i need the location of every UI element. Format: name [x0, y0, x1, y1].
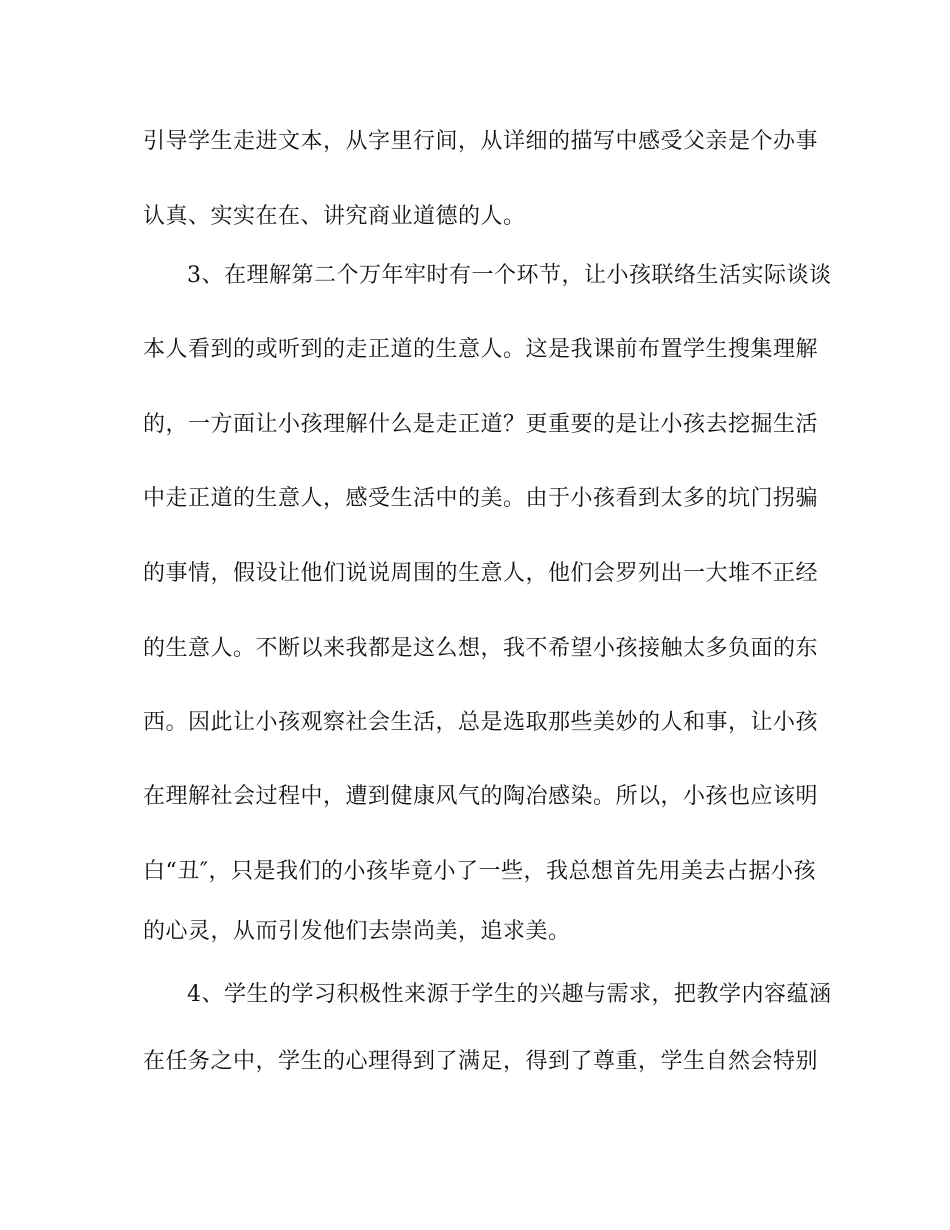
text-line: 本人看到的或听到的走正道的生意人。这是我课前布置学生搜集理解	[143, 337, 819, 362]
paragraph-start-line: 3、在理解第二个万年牢时有一个环节，让小孩联络生活实际谈谈	[187, 263, 832, 288]
text-line: 中走正道的生意人，感受生活中的美。由于小孩看到太多的坑门拐骗	[143, 486, 819, 511]
text-line: 认真、实实在在、讲究商业道德的人。	[143, 204, 526, 229]
paragraph-start-line: 4、学生的学习积极性来源于学生的兴趣与需求，把教学内容蕴涵	[187, 982, 832, 1007]
text-line: 的心灵，从而引发他们去崇尚美，追求美。	[143, 919, 571, 944]
text-line: 白“丑″，只是我们的小孩毕竟小了一些，我总想首先用美去占据小孩	[143, 859, 816, 884]
text-line: 西。因此让小孩观察社会生活，总是选取那些美妙的人和事，让小孩	[143, 710, 819, 735]
text-line: 的事情，假设让他们说说周围的生意人，他们会罗列出一大堆不正经	[143, 561, 819, 586]
text-line: 的生意人。不断以来我都是这么想，我不希望小孩接触太多负面的东	[143, 636, 819, 661]
text-line: 引导学生走进文本，从字里行间，从详细的描写中感受父亲是个办事	[143, 129, 819, 154]
text-line: 在任务之中，学生的心理得到了满足，得到了尊重，学生自然会特别	[143, 1049, 819, 1074]
text-line: 在理解社会过程中，遭到健康风气的陶冶感染。所以，小孩也应该明	[143, 784, 819, 809]
text-line: 的，一方面让小孩理解什么是走正道？更重要的是让小孩去挖掘生活	[143, 412, 819, 437]
